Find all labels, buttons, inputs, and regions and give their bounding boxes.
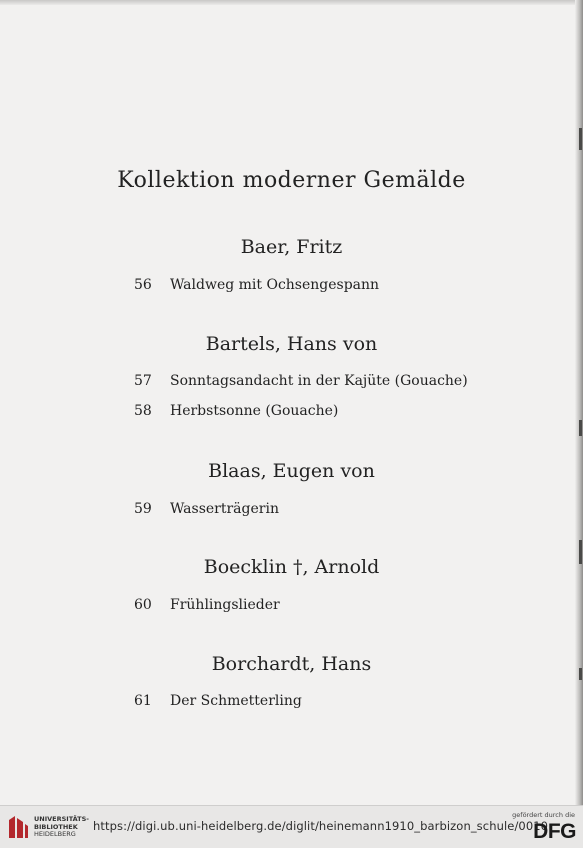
heidelberg-library-logo-icon[interactable] — [7, 814, 29, 840]
viewer-footer — [0, 805, 583, 848]
library-name-line: HEIDELBERG — [34, 830, 76, 838]
entry-number: 57 — [134, 373, 152, 389]
edge-mark — [579, 420, 582, 436]
library-name-line: UNIVERSITÄTS- — [34, 815, 89, 823]
funded-by-label: gefördert durch die — [512, 811, 575, 819]
artist-heading: Borchardt, Hans — [211, 653, 372, 675]
catalog-entry — [134, 403, 338, 419]
artist-heading: Baer, Fritz — [240, 236, 343, 258]
artist-heading: Boecklin †, Arnold — [203, 556, 380, 578]
library-name-line: BIBLIOTHEK — [34, 822, 78, 831]
edge-mark — [579, 128, 582, 150]
entry-number: 59 — [134, 501, 152, 517]
page-right-edge — [575, 0, 583, 805]
dfg-logo[interactable]: DFG — [533, 820, 576, 843]
catalog-entry — [134, 277, 379, 293]
entry-title: Herbstsonne (Gouache) — [170, 403, 339, 419]
entry-title: Der Schmetterling — [170, 693, 302, 709]
catalog-entry — [134, 597, 280, 613]
page-title: Kollektion moderner Gemälde — [117, 168, 466, 193]
entry-title: Sonntagsandacht in der Kajüte (Gouache) — [170, 373, 468, 389]
entry-number: 61 — [134, 693, 152, 709]
entry-title: Waldweg mit Ochsengespann — [170, 277, 380, 293]
entry-number: 60 — [134, 597, 152, 613]
catalog-entry — [134, 693, 302, 709]
catalog-entry — [134, 373, 468, 389]
entry-title: Frühlingslieder — [170, 597, 280, 613]
artist-heading: Blaas, Eugen von — [208, 460, 375, 482]
permalink-url[interactable]: https://digi.ub.uni-heidelberg.de/diglit/heinemann1910_barbizon_schule/0010 — [93, 819, 549, 833]
entry-number: 56 — [134, 277, 152, 293]
entry-title: Wasserträgerin — [170, 501, 279, 517]
page-top-edge — [0, 0, 583, 5]
entry-number: 58 — [134, 403, 152, 419]
artist-heading: Bartels, Hans von — [205, 333, 378, 355]
catalog-entry — [134, 501, 279, 517]
library-name[interactable] — [34, 816, 89, 839]
